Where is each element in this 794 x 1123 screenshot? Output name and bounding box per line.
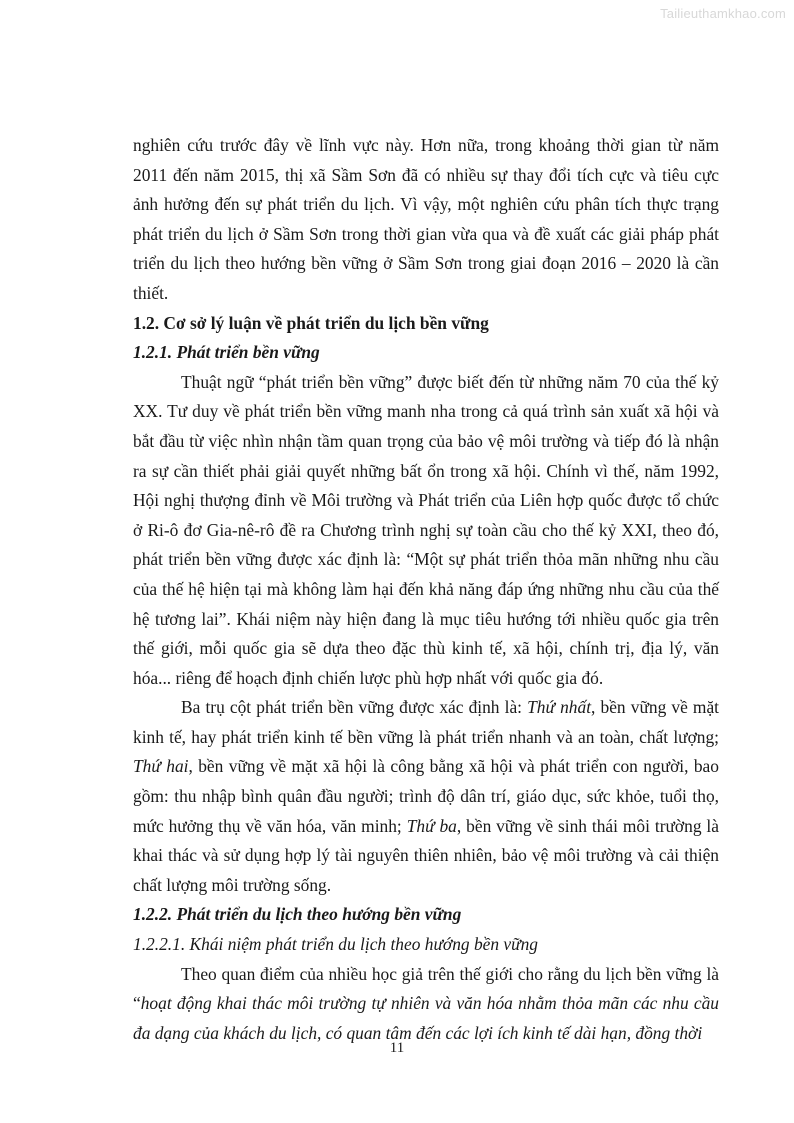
paragraph-concept bbox=[133, 960, 719, 1049]
pillar-second-text: , bền vững về mặt xã hội là công bằng xã hội và phát triển con người, bao gồm: thu nhập bình quân đầu người; trình độ dân trí, giáo dục, sức khỏe, tuổi thọ, mức hưởng thụ về văn hóa, văn minh; bbox=[133, 756, 719, 836]
heading-1-2-2: 1.2.2. Phát triển du lịch theo hướng bền vững bbox=[133, 904, 462, 925]
paragraph-term: Thuật ngữ “phát triển bền vững” được biết đến từ những năm 70 của thế kỷ XX. Tư duy về phát triển bền vững manh nha trong cả quá trình sản xuất xã hội và bắt đầu từ việc nhìn nhận tầm quan trọng của bảo vệ môi trường và tiếp đó là nhận ra sự cần thiết phải giải quyết những bất ổn trong xã hội. Chính vì thế, năm 1992, Hội nghị thượng đỉnh về Môi trường và Phát triển của Liên hợp quốc được tổ chức ở Ri-ô đơ Gia-nê-rô đề ra Chương trình nghị sự toàn cầu cho thế kỷ XXI, theo đó, phát triển bền vững được xác định là: “Một sự phát triển thỏa mãn những nhu cầu của thế hệ hiện tại mà không làm hại đến khả năng đáp ứng những nhu cầu của thế hệ tương lai”. Khái niệm này hiện đang là mục tiêu hướng tới nhiều quốc gia trên thế giới, mỗi quốc gia sẽ dựa theo đặc thù kinh tế, xã hội, chính trị, địa lý, văn hóa... riêng để hoạch định chiến lược phù hợp nhất với quốc gia đó. bbox=[133, 371, 719, 688]
pillar-first-label: Thứ nhất bbox=[527, 697, 592, 718]
paragraph-pillars bbox=[133, 693, 719, 900]
heading-1-2: 1.2. Cơ sở lý luận về phát triển du lịch bền vững bbox=[133, 312, 489, 333]
pillar-third-text: , bền vững về sinh thái môi trường là khai thác và sử dụng hợp lý tài nguyên thiên nhiên, bảo vệ môi trường và cải thiện chất lượng môi trường sống. bbox=[133, 815, 719, 895]
pillars-lead: Ba trụ cột phát triển bền vững được xác định là: bbox=[181, 697, 528, 718]
paragraph-intro: nghiên cứu trước đây về lĩnh vực này. Hơn nữa, trong khoảng thời gian từ năm 2011 đến năm 2015, thị xã Sầm Sơn đã có nhiều sự thay đổi tích cực và tiêu cực ảnh hưởng đến sự phát triển du lịch. Vì vậy, một nghiên cứu phân tích thực trạng phát triển du lịch ở Sầm Sơn trong thời gian vừa qua và đề xuất các giải pháp phát triển du lịch theo hướng bền vững ở Sầm Sơn trong giai đoạn 2016 – 2020 là cần thiết. bbox=[133, 135, 719, 303]
concept-lead: Theo quan điểm của nhiều học giả trên thế giới cho rằng du lịch bền vững là “ bbox=[133, 963, 719, 1014]
document-body bbox=[133, 131, 719, 1048]
page-number: 11 bbox=[389, 1040, 405, 1056]
pillar-second-label: Thứ hai bbox=[133, 756, 189, 777]
heading-1-2-2-1: 1.2.2.1. Khái niệm phát triển du lịch theo hướng bền vững bbox=[133, 934, 539, 955]
watermark: Tailieuthamkhao.com bbox=[660, 6, 786, 21]
pillar-first-text: , bền vững về mặt kinh tế, hay phát triển kinh tế bền vững là phát triển nhanh và an toàn, chất lượng; bbox=[133, 697, 719, 747]
heading-1-2-1: 1.2.1. Phát triển bền vững bbox=[133, 342, 320, 363]
concept-quote: hoạt động khai thác môi trường tự nhiên và văn hóa nhằm thỏa mãn các nhu cầu đa dạng của khách du lịch, có quan tâm đến các lợi ích kinh tế dài hạn, đồng thời bbox=[133, 993, 719, 1043]
pillar-third-label: Thứ ba bbox=[406, 815, 457, 836]
